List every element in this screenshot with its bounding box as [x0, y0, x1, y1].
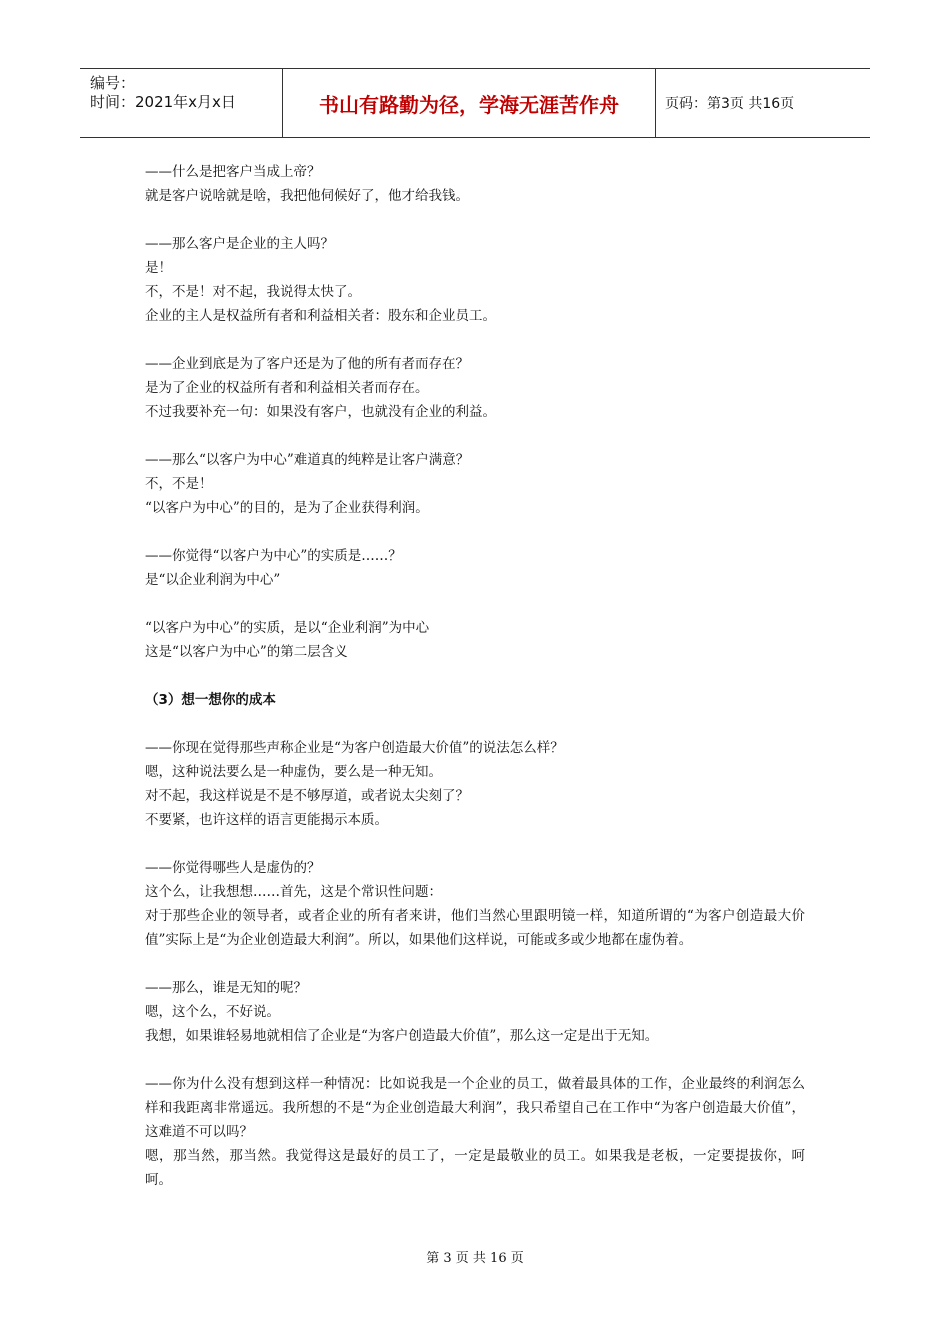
- document-number-label: 编号：: [90, 74, 136, 92]
- header-motto: 书山有路勤为径，学海无涯苦作舟: [319, 93, 619, 117]
- question-paragraph: ——那么，谁是无知的呢？: [145, 980, 307, 996]
- answer-paragraph: 是“以企业利润为中心”: [145, 572, 281, 588]
- answer-paragraph: 企业的主人是权益所有者和利益相关者：股东和企业员工。: [145, 308, 496, 324]
- header-page-number: 页码：第3页 共16页: [665, 96, 795, 112]
- question-paragraph: ——那么客户是企业的主人吗？: [145, 236, 334, 252]
- statement-paragraph: 这是“以客户为中心”的第二层含义: [145, 644, 348, 660]
- question-paragraph: ——你觉得哪些人是虚伪的？: [145, 860, 321, 876]
- answer-paragraph: 不要紧，也许这样的语言更能揭示本质。: [145, 812, 388, 828]
- statement-paragraph: “以客户为中心”的实质，是以“企业利润”为中心: [145, 620, 430, 636]
- answer-paragraph: 嗯，这种说法要么是一种虚伪，要么是一种无知。: [145, 764, 442, 780]
- answer-paragraph: 不过我要补充一句：如果没有客户，也就没有企业的利益。: [145, 404, 496, 420]
- document-body: [145, 160, 805, 1192]
- page-header: [80, 68, 870, 138]
- answer-paragraph: 嗯，这个么，不好说。: [145, 1004, 280, 1020]
- answer-paragraph: 是！: [145, 260, 172, 276]
- question-paragraph: ——那么“以客户为中心”难道真的纯粹是让客户满意？: [145, 452, 470, 468]
- section-heading: （3）想一想你的成本: [145, 692, 276, 708]
- answer-paragraph: 就是客户说啥就是啥，我把他伺候好了，他才给我钱。: [145, 188, 469, 204]
- header-divider: [655, 69, 656, 137]
- answer-paragraph: 对于那些企业的领导者，或者企业的所有者来讲，他们当然心里跟明镜一样，知道所谓的“为客户创造最大价值”实际上是“为企业创造最大利润”。所以，如果他们这样说，可能或多或少地都在虚伪着。: [145, 908, 805, 948]
- question-paragraph: ——你现在觉得那些声称企业是“为客户创造最大价值”的说法怎么样？: [145, 740, 564, 756]
- answer-paragraph: 不，不是！: [145, 476, 213, 492]
- answer-paragraph: 嗯，那当然，那当然。我觉得这是最好的员工了，一定是最敬业的员工。如果我是老板，一定要提拔你，呵呵。: [145, 1148, 805, 1188]
- page-footer: 第 3 页 共 16 页: [426, 1251, 524, 1266]
- question-paragraph: ——你觉得“以客户为中心”的实质是……？: [145, 548, 402, 564]
- answer-paragraph: 是为了企业的权益所有者和利益相关者而存在。: [145, 380, 429, 396]
- question-paragraph: ——企业到底是为了客户还是为了他的所有者而存在？: [145, 356, 469, 372]
- answer-paragraph: 对不起，我这样说是不是不够厚道，或者说太尖刻了？: [145, 788, 469, 804]
- document-date-label: 时间：2021年x月x日: [90, 93, 236, 111]
- question-paragraph: ——什么是把客户当成上帝？: [145, 164, 321, 180]
- answer-paragraph: 这个么，让我想想……首先，这是个常识性问题：: [145, 884, 442, 900]
- answer-paragraph: 不，不是！对不起，我说得太快了。: [145, 284, 361, 300]
- answer-paragraph: 我想，如果谁轻易地就相信了企业是“为客户创造最大价值”，那么这一定是出于无知。: [145, 1028, 659, 1044]
- question-paragraph: ——你为什么没有想到这样一种情况：比如说我是一个企业的员工，做着最具体的工作，企业最终的利润怎么样和我距离非常遥远。我所想的不是“为企业创造最大利润”，我只希望自己在工作中“为客户创造最大价值”，这难道不可以吗？: [145, 1076, 805, 1140]
- answer-paragraph: “以客户为中心”的目的，是为了企业获得利润。: [145, 500, 429, 516]
